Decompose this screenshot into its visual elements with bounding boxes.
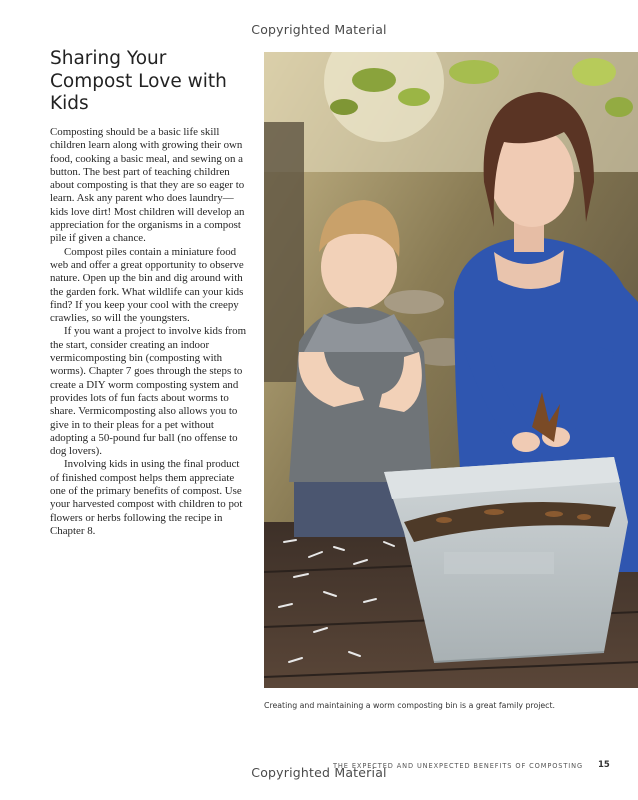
watermark-top: Copyrighted Material bbox=[251, 22, 387, 37]
paragraph-2: Compost piles contain a miniature food web and offer a great opportunity to observe nature. Open up the bin and dig around with the garden fork. What wildlife can your kids find? If you keep your cool with the creepy crawlies, so will the youngsters. bbox=[50, 245, 244, 325]
photo-caption: Creating and maintaining a worm composting bin is a great family project. bbox=[264, 701, 555, 710]
paragraph-4: Involving kids in using the final product of finished compost helps them appreciate one of the primary benefits of compost. Use your harvested compost with children to pot flowers or herbs following the recipe in Chapter 8. bbox=[50, 458, 243, 537]
page-heading: Sharing Your Compost Love with Kids bbox=[50, 48, 227, 114]
body-text bbox=[50, 126, 249, 538]
running-footer-title: THE EXPECTED AND UNEXPECTED BENEFITS OF COMPOSTING bbox=[333, 762, 583, 770]
paragraph-1: Composting should be a basic life skill children learn along with growing their own food, cooking a basic meal, and sewing on a button. The best part of teaching children about composting is that they are so eager to learn. Ask any parent who does laundry—kids love dirt! Most children will develop an appreciation for the organisms in a compost pile if given a chance. bbox=[50, 126, 245, 245]
page-number: 15 bbox=[598, 760, 610, 770]
family-composting-photo bbox=[264, 52, 638, 688]
paragraph-3: If you want a project to involve kids from the start, consider creating an indoor vermicomposting bin (composting with worms). Chapter 7 goes through the steps to create a DIY worm composting system and provides lots of fun facts about worms to share. Vermicomposting also allows you to give in to their pleas for a pet without adopting a 50-pound fur ball (no offense to dog lovers). bbox=[50, 325, 247, 458]
watermark-bottom: Copyrighted Material bbox=[251, 765, 387, 780]
